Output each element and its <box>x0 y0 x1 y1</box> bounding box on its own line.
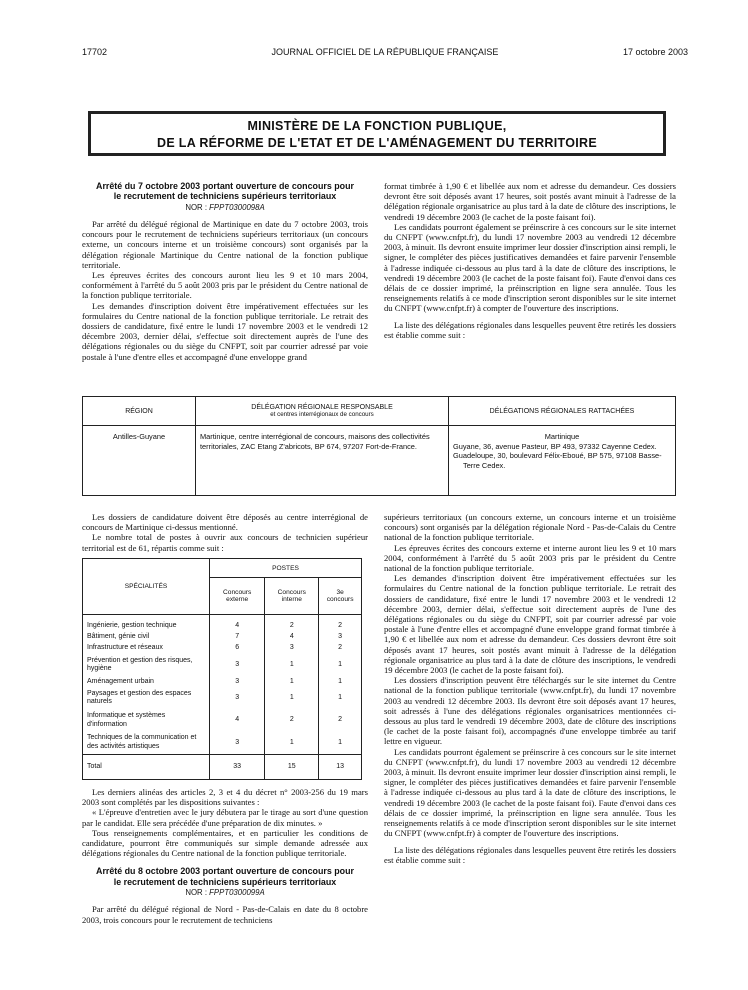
cell-troisieme: 2 <box>319 710 362 732</box>
table-row <box>83 687 362 709</box>
delegation-header-sub: et centres interrégionaux de concours <box>270 411 374 418</box>
table-row <box>83 676 362 687</box>
cell-interne: 2 <box>265 710 319 732</box>
cell-interne: 1 <box>265 654 319 676</box>
cell-externe: 4 <box>210 710 265 732</box>
cell-interne: 4 <box>265 632 319 643</box>
arrete1-closing <box>82 787 368 925</box>
col-header-rattachees: DÉLÉGATIONS RÉGIONALES RATTACHÉES <box>449 397 676 426</box>
row-label: Paysages et gestion des espaces naturels <box>83 687 210 709</box>
col-header-region: RÉGION <box>83 397 196 426</box>
table-row <box>83 632 362 643</box>
col-header-delegation <box>196 397 449 426</box>
arrete2-right-column <box>384 512 676 865</box>
table-row <box>83 654 362 676</box>
col-header-specialites: SPÉCIALITÉS <box>83 559 210 615</box>
cell-troisieme: 2 <box>319 621 362 632</box>
col-header-postes: POSTES <box>210 559 362 578</box>
cell-troisieme: 1 <box>319 676 362 687</box>
row-label: Techniques de la communication et des activités artistiques <box>83 732 210 755</box>
cell-interne: 1 <box>265 676 319 687</box>
rattachees-title: Martinique <box>544 432 580 441</box>
arrete1-title: Arrêté du 7 octobre 2003 portant ouverture de concours pour le recrutement de techniciens supérieurs territoriaux <box>96 181 354 202</box>
arrete1-right-column <box>384 181 676 340</box>
postes-table <box>82 558 362 780</box>
arrete1-left-column <box>82 181 368 362</box>
paragraph: Les demandes d'inscription doivent être impérativement effectuées sur les formulaires du Centre national de la fonction publique territoriale. Le retrait des dossiers de candidature, fixé entre le lundi 17 novembre 2003 et le vendredi 12 décembre 2003, dernier délai, s'effectue soit directement auprès de l'une des délégations régionales ou du siège du CNFPT, soit par courrier adressé par voie postale à l'une d'entre elles et accompagné d'une enveloppe grand <box>82 300 368 362</box>
col-header-troisieme: 3e concours <box>319 578 362 615</box>
paragraph: Les derniers alinéas des articles 2, 3 et 4 du décret n° 2003-256 du 19 mars 2003 sont complétés par les dispositions suivantes : <box>82 787 368 808</box>
row-label: Aménagement urbain <box>83 676 210 687</box>
paragraph: Les épreuves écrites des concours externe et interne auront lieu les 9 et 10 mars 2004, conformément à l'arrêté du 5 août 2003 pris par le président du Centre national de la fonction publique territoriale. <box>384 542 676 574</box>
rattachee-guyane: Guyane, 36, avenue Pasteur, BP 493, 97332 Cayenne Cedex. <box>453 441 657 451</box>
arrete1-continued <box>82 512 368 553</box>
cell-interne: 2 <box>265 621 319 632</box>
paragraph: « L'épreuve d'entretien avec le jury débutera par le tirage au sort d'une question par le candidat. Elle sera précédée d'une préparation de dix minutes. » <box>82 807 368 828</box>
paragraph: Par arrêté du délégué régional de Nord - Pas-de-Calais en date du 8 octobre 2003, trois concours pour le recrutement de techniciens <box>82 904 368 925</box>
journal-title: JOURNAL OFFICIEL DE LA RÉPUBLIQUE FRANÇAISE <box>271 47 499 57</box>
cell-troisieme: 2 <box>319 643 362 654</box>
table-row <box>83 710 362 732</box>
cell-troisieme: 1 <box>319 732 362 755</box>
cell-externe: 6 <box>210 643 265 654</box>
total-externe: 33 <box>210 755 265 780</box>
paragraph: Le nombre total de postes à ouvrir aux concours de technicien supérieur territorial est de 61, répartis comme suit : <box>82 532 368 553</box>
page-header <box>82 47 688 61</box>
issue-date: 17 octobre 2003 <box>622 47 688 57</box>
ministry-heading <box>88 111 666 156</box>
paragraph: Tous renseignements complémentaires, et en particulier les conditions de candidature, pourront être communiqués sur simple demande adressée aux délégations régionales du Centre national de la fonction publique territoriale. <box>82 827 368 859</box>
region-cell: Antilles-Guyane <box>83 426 196 496</box>
nor-label: NOR : <box>185 888 210 898</box>
table-row <box>83 643 362 654</box>
paragraph: La liste des délégations régionales dans lesquelles peuvent être retirés les dossiers est établie comme suit : <box>384 844 676 865</box>
arrete1-nor <box>82 203 368 213</box>
cell-interne: 1 <box>265 732 319 755</box>
delegation-cell: Martinique, centre interrégional de concours, maisons des collectivités territoriales, ZAC Etang Z'abricots, BP 674, 97207 Fort-de-France. <box>196 426 449 496</box>
total-row <box>83 755 362 780</box>
paragraph: La liste des délégations régionales dans lesquelles peuvent être retirés les dossiers est établie comme suit : <box>384 319 676 340</box>
delegation-header-main: DÉLÉGATION RÉGIONALE RESPONSABLE <box>251 404 393 411</box>
arrete2-title: Arrêté du 8 octobre 2003 portant ouverture de concours pour le recrutement de techniciens supérieurs territoriaux <box>96 866 354 887</box>
col-header-externe: Concours externe <box>210 578 265 615</box>
paragraph: Les demandes d'inscription doivent être impérativement effectuées sur les formulaires du Centre national de la fonction publique territoriale. Le retrait des dossiers de candidature, fixé entre le lundi 17 novembre 2003 et le vendredi 12 décembre 2003, dernier délai, s'effectue soit directement auprès de l'une des délégations régionales ou du siège du CNFPT, soit par courrier adressé par voie postale à l'une d'entre elles et accompagné d'une enveloppe grand format timbrée à 1,90 € et libellée aux nom et adresse du demandeur. Ces dossiers devront être soit déposés avant 17 heures, soit postés avant minuit à l'adresse de la délégation régionale organisatrice au plus tard à la date de clôture des inscriptions, le vendredi 19 décembre 2003 (le cachet de la poste faisant foi). <box>384 573 676 676</box>
paragraph: Par arrêté du délégué régional de Martinique en date du 7 octobre 2003, trois concours pour le recrutement de techniciens supérieurs territoriaux (un concours externe, un concours interne et un troisième concours) sont organisés par la délégation régionale Martinique du Centre national de la fonction publique territoriale. <box>82 219 368 270</box>
table-row <box>83 621 362 632</box>
row-label: Ingénierie, gestion technique <box>83 621 210 632</box>
row-label: Prévention et gestion des risques, hygiène <box>83 654 210 676</box>
total-interne: 15 <box>265 755 319 780</box>
cell-troisieme: 1 <box>319 654 362 676</box>
rattachee-guadeloupe: Guadeloupe, 30, boulevard Félix-Eboué, BP 575, 97108 Basse-Terre Cedex. <box>453 451 662 470</box>
cell-externe: 3 <box>210 732 265 755</box>
cell-troisieme: 3 <box>319 632 362 643</box>
paragraph: Les candidats pourront également se préinscrire à ces concours sur le site internet du CNFPT (www.cnfpt.fr), du lundi 17 novembre 2003 au vendredi 12 décembre 2003, à minuit. Ils devront ensuite imprimer leur dossier d'inscription ainsi rempli, le signer, le compléter des pièces justificatives demandées et faire parvenir l'ensemble à l'adresse indiquée ci-dessous au plus tard à la date de clôture des inscriptions, le vendredi 19 décembre 2003 (le cachet de la poste faisant foi). Faute d'envoi dans ces délais de ce dossier imprimé, la préinscription en ligne sera annulée. Tous les renseignements relatifs à ce mode d'inscription seront disponibles sur le site internet du CNFPT (www.cnfpt.fr) à compter de l'ouverture des inscriptions. <box>384 746 677 839</box>
nor-label: NOR : <box>185 202 210 212</box>
cell-externe: 7 <box>210 632 265 643</box>
row-label: Infrastructure et réseaux <box>83 643 210 654</box>
table-row <box>83 732 362 755</box>
delegations-table <box>82 396 676 496</box>
row-label: Bâtiment, génie civil <box>83 632 210 643</box>
rattachees-cell <box>449 426 676 496</box>
row-label: Informatique et systèmes d'information <box>83 710 210 732</box>
nor-code: FPPT0300099A <box>209 888 265 898</box>
paragraph: Les dossiers d'inscription peuvent être téléchargés sur le site internet du Centre national de la fonction publique territoriale (www.cnfpt.fr), du lundi 17 novembre 2003 au vendredi 12 décembre 2003. Ils devront être soit déposés avant 17 heures, soit adressés à l'une des délégations régionales organisatrices mentionnées ci-dessous au plus tard le vendredi 19 décembre 2003, date de clôture des inscriptions (le cachet de la poste faisant foi), accompagnés d'une enveloppe timbrée au tarif lettre en vigueur. <box>384 675 676 747</box>
page-number: 17702 <box>82 47 108 57</box>
arrete2-nor <box>82 888 368 898</box>
cell-externe: 3 <box>210 687 265 709</box>
paragraph: Les dossiers de candidature doivent être déposés au centre interrégional de concours de Martinique ci-dessus mentionné. <box>82 512 368 533</box>
paragraph: Les épreuves écrites des concours auront lieu les 9 et 10 mars 2004, conformément à l'arrêté du 5 août 2003 pris par le président du Centre national de la fonction publique territoriale. <box>82 270 368 301</box>
cell-interne: 1 <box>265 687 319 709</box>
nor-code: FPPT0300098A <box>209 202 265 212</box>
paragraph: format timbrée à 1,90 € et libellée aux nom et adresse du demandeur. Ces dossiers devront être soit déposés avant 17 heures, soit postés avant minuit à l'adresse de la délégation régionale organisatrice au plus tard à la date de clôture des inscriptions, le vendredi 19 décembre 2003 (le cachet de la poste faisant foi). <box>384 181 676 222</box>
paragraph: Les candidats pourront également se préinscrire à ces concours sur le site internet du CNFPT (www.cnfpt.fr), du lundi 17 novembre 2003 au vendredi 12 décembre 2003, à minuit. Ils devront ensuite imprimer leur dossier d'inscription ainsi rempli, le signer, le compléter des pièces justificatives demandées et faire parvenir l'ensemble à l'adresse indiquée ci-dessous au plus tard à la date de clôture des inscriptions, le vendredi 19 décembre 2003 (le cachet de la poste faisant foi). Faute d'envoi dans ces délais de ce dossier imprimé, la préinscription en ligne sera annulée. Tous les renseignements relatifs à ce mode d'inscription seront disponibles sur le site internet du CNFPT (www.cnfpt.fr) à compter de l'ouverture des inscriptions. <box>384 221 677 314</box>
cell-interne: 3 <box>265 643 319 654</box>
cell-externe: 3 <box>210 654 265 676</box>
ministry-line-1: MINISTÈRE DE LA FONCTION PUBLIQUE, <box>247 119 507 133</box>
paragraph: supérieurs territoriaux (un concours externe, un concours interne et un troisième concours) sont organisés par la délégation régionale Nord - Pas-de-Calais du Centre national de la fonction publique territoriale. <box>384 512 676 543</box>
total-label: Total <box>83 755 210 780</box>
cell-troisieme: 1 <box>319 687 362 709</box>
col-header-interne: Concours interne <box>265 578 319 615</box>
cell-externe: 3 <box>210 676 265 687</box>
cell-externe: 4 <box>210 621 265 632</box>
total-troisieme: 13 <box>319 755 362 780</box>
ministry-line-2: DE LA RÉFORME DE L'ETAT ET DE L'AMÉNAGEMENT DU TERRITOIRE <box>157 136 597 150</box>
